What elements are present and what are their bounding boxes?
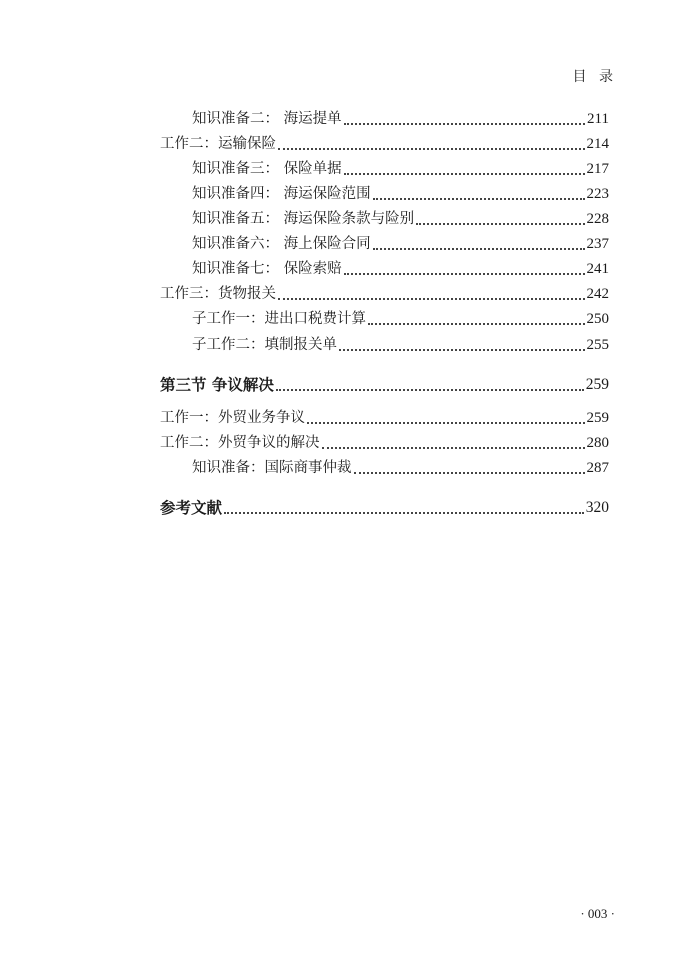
toc-entry[interactable] — [192, 457, 609, 479]
toc-entry-page: 280 — [586, 435, 609, 451]
toc-entry-label: 知识准备五： 海运保险条款与险别 — [192, 211, 415, 227]
toc-entry-page: 287 — [586, 460, 609, 476]
toc-entry-page: 217 — [586, 161, 609, 177]
toc-entry-page: 259 — [586, 410, 609, 426]
toc-entry[interactable] — [192, 208, 609, 230]
dot-leader — [373, 248, 585, 250]
toc-entry[interactable] — [192, 308, 609, 330]
toc-section-entry[interactable] — [160, 497, 609, 519]
toc-entry[interactable] — [192, 158, 609, 180]
toc-entry-label: 工作一：外贸业务争议 — [160, 410, 305, 426]
toc-section-label: 第三节 争议解决 — [160, 375, 274, 394]
toc-entry-label: 知识准备：国际商事仲裁 — [192, 460, 352, 476]
dot-leader — [339, 349, 585, 351]
page-header-title: 目 录 — [572, 69, 617, 85]
dot-leader — [322, 447, 585, 449]
toc-entry[interactable] — [192, 183, 609, 205]
toc-entry-page: 237 — [586, 236, 609, 252]
toc-entry[interactable] — [160, 133, 609, 155]
toc-entry[interactable] — [160, 283, 609, 305]
dot-leader — [416, 223, 584, 225]
toc-entry-label: 知识准备二： 海运提单 — [192, 111, 342, 127]
toc-entry[interactable] — [192, 108, 609, 130]
dot-leader — [278, 148, 585, 150]
toc-entry-page: 259 — [585, 376, 609, 393]
toc-section-label: 参考文献 — [160, 498, 223, 517]
toc-entry[interactable] — [192, 334, 609, 356]
toc-entry[interactable] — [160, 432, 609, 454]
dot-leader — [373, 198, 585, 200]
toc-entry-label: 知识准备七： 保险索赔 — [192, 261, 342, 277]
toc-entry-label: 工作二：外贸争议的解决 — [160, 435, 320, 451]
page-number: · 003 · — [580, 906, 615, 921]
dot-leader — [344, 173, 585, 175]
toc-entry-page: 241 — [586, 261, 609, 277]
toc-entry-page: 223 — [586, 186, 609, 202]
toc-entry-page: 250 — [586, 311, 609, 327]
dot-leader — [344, 273, 585, 275]
dot-leader — [276, 389, 584, 391]
toc-entry-label: 子工作一：进出口税费计算 — [192, 311, 366, 327]
toc-entry-page: 255 — [586, 337, 609, 353]
toc-entry[interactable] — [192, 258, 609, 280]
toc-entry-label: 子工作二：填制报关单 — [192, 337, 337, 353]
dot-leader — [307, 422, 585, 424]
dot-leader — [278, 298, 585, 300]
toc-entry-label: 工作三：货物报关 — [160, 286, 276, 302]
toc-entry-label: 知识准备六： 海上保险合同 — [192, 236, 371, 252]
toc-entry-page: 211 — [587, 111, 609, 127]
dot-leader — [344, 123, 585, 125]
toc-entry-label: 工作二：运输保险 — [160, 136, 276, 152]
toc-entry[interactable] — [192, 233, 609, 255]
toc-entry[interactable] — [160, 407, 609, 429]
toc-entry-page: 214 — [586, 136, 609, 152]
dot-leader — [368, 323, 585, 325]
toc-entry-page: 320 — [585, 499, 609, 516]
toc-section-entry[interactable] — [160, 374, 609, 396]
toc-entry-label: 知识准备三： 保险单据 — [192, 161, 342, 177]
toc-entry-page: 242 — [586, 286, 609, 302]
toc-entry-page: 228 — [586, 211, 609, 227]
toc-entry-label: 知识准备四： 海运保险范围 — [192, 186, 371, 202]
dot-leader — [224, 512, 584, 514]
dot-leader — [354, 472, 585, 474]
